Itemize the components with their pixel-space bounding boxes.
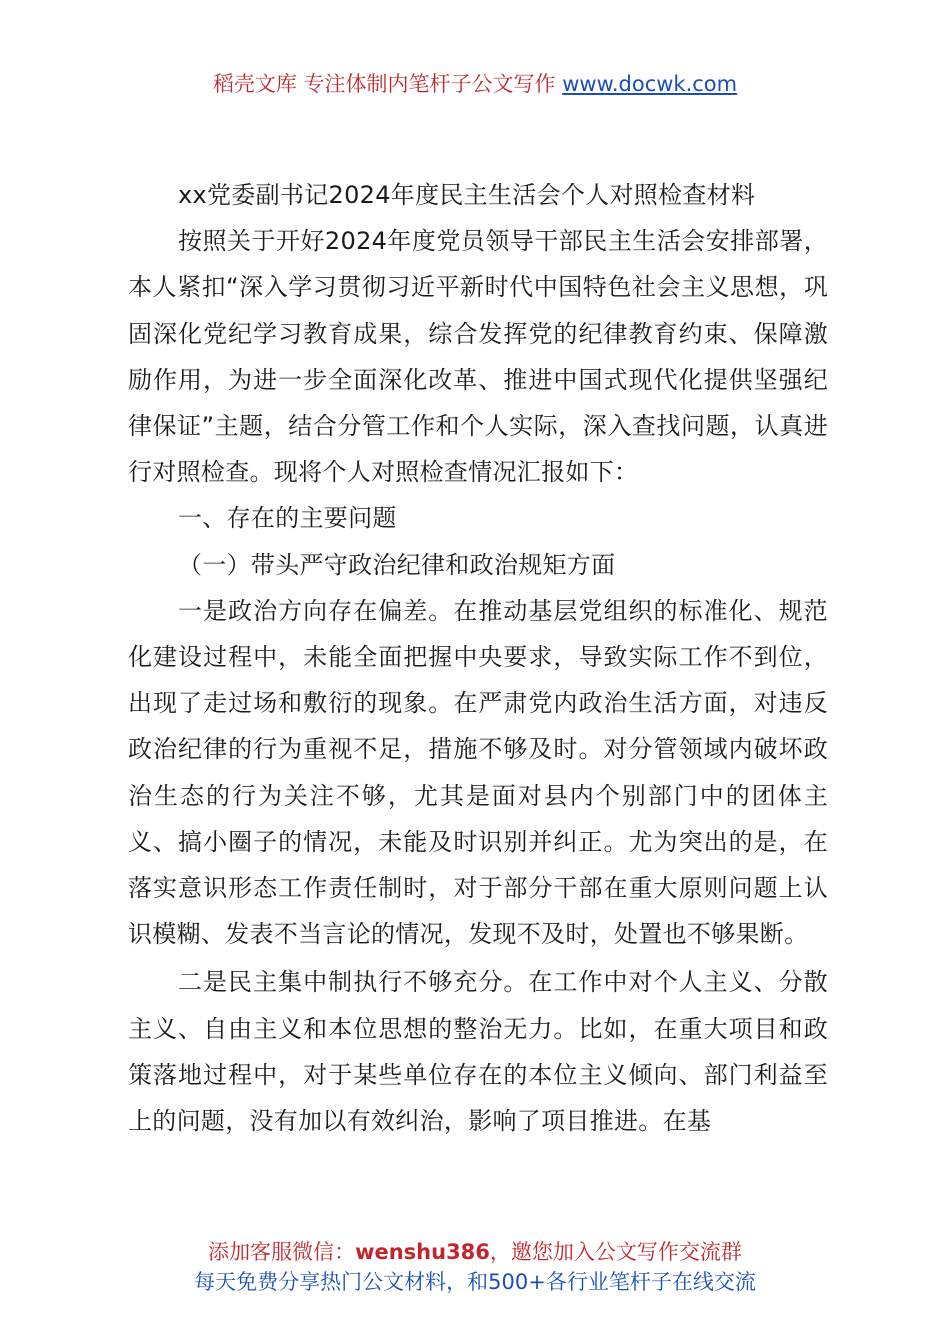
footer-contact-line — [0, 1237, 950, 1267]
point-paragraph-1: 一是政治方向存在偏差。在推动基层党组织的标准化、规范化建设过程中，未能全面把握中央要求，导致实际工作不到位，出现了走过场和敷衍的现象。在严肃党内政治生活方面，对违反政治纪律的行为重视不足，措施不够及时。对分管领域内破坏政治生态的行为关注不够，尤其是面对县内个别部门中的团体主义、搞小圈子的情况，未能及时识别并纠正。尤为突出的是，在落实意识形态工作责任制时，对于部分干部在重大原则问题上认识模糊、发表不当言论的情况，发现不及时，处置也不够果断。 — [128, 596, 828, 949]
page-header — [0, 68, 950, 100]
footer-wechat-id: wenshu386 — [355, 1240, 490, 1264]
intro-paragraph: 按照关于开好2024年度党员领导干部民主生活会安排部署，本人紧扣“深入学习贯彻习近平新时代中国特色社会主义思想，巩固深化党纪学习教育成果，综合发挥党的纪律教育约束、保障激励作用，为进一步全面深化改革、推进中国式现代化提供坚强纪律保证”主题，结合分管工作和个人实际，深入查找问题，认真进行对照检查。现将个人对照检查情况汇报如下： — [128, 227, 828, 487]
footer-prefix: 添加客服微信： — [208, 1240, 356, 1264]
footer-suffix: ，邀您加入公文写作交流群 — [489, 1240, 742, 1264]
page-footer — [0, 1237, 950, 1297]
document-body — [128, 172, 828, 1144]
header-url-link[interactable]: www.docwk.com — [562, 72, 738, 96]
footer-promo-line: 每天免费分享热门公文材料，和500+各行业笔杆子在线交流 — [194, 1270, 756, 1294]
document-title: xx党委副书记2024年度民主生活会个人对照检查材料 — [178, 181, 756, 209]
subsection-heading: （一）带头严守政治纪律和政治规矩方面 — [178, 550, 616, 579]
section-heading: 一、存在的主要问题 — [178, 504, 397, 533]
header-brand: 稻壳文库 专注体制内笔杆子公文写作 — [212, 72, 556, 96]
point-paragraph-2: 二是民主集中制执行不够充分。在工作中对个人主义、分散主义、自由主义和本位思想的整治无力。比如，在重大项目和政策落地过程中，对于某些单位存在的本位主义倾向、部门利益至上的问题，没有加以有效纠治，影响了项目推进。在基 — [128, 968, 828, 1136]
